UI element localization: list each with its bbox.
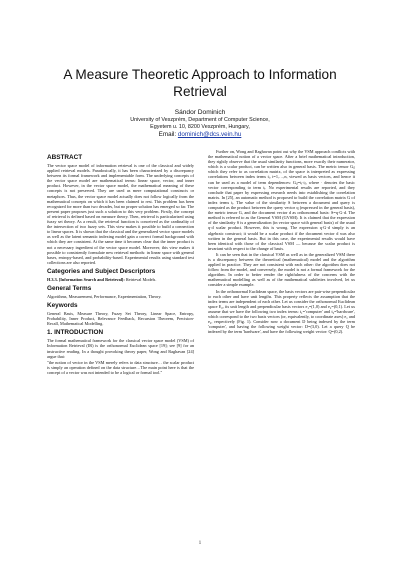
page-number: 1 [198, 541, 202, 546]
email-label: Email: [158, 130, 178, 138]
left-column [47, 154, 194, 375]
abstract-text: The vector space model of information retrieval is one of the classical and widely applied retrieval models. Paradoxically, it has been characterized by a discrepancy between its formal framework and implementable form. The underlying concepts of the vector space model are mathematical terms: linear space, vector, and inner product. However, in the vector space model, the mathematical meaning of these concepts is not preserved. They are used as mere computational constructs or metaphors. Thus, the vector space model actually does not follow logically from the mathematical concepts on which it has been claimed to rest. This problem has been recognized for more than two decades, but no proper solution has emerged so far. The present paper proposes just such a solution to this very problem. Firstly, the concept of retrieval is defined based on measure theory. Then, retrieval is particularized using fuzzy set theory. As a result, the retrieval function is conceived as the cardinality of the intersection of two fuzzy sets. This view makes it possible to build a connection to linear spaces. It is shown that the classical and the generalized vector space models as well as the latent semantic indexing model gain a correct formal background with which they are consistent. At the same time it becomes clear that the inner product is not a necessary ingredient of the vector space model. Moreover, this view makes it possible to consistently formulate new retrieval methods: in linear space with general bases, entropy-based, and probability-based. Experimental results using standard test collections are also reported. [47, 163, 194, 265]
affiliation-line-2: Egyetem u. 10, 8200 Veszprém, Hungary, [150, 123, 250, 130]
keywords-heading: Keywords [47, 302, 78, 310]
email-link[interactable]: dominich@dcs.vein.hu [177, 130, 242, 138]
right-paragraph-1: Further on, Wong and Raghavan point out why the VSM approach conflicts with the mathematical notion of a vector space. After a brief mathematical introduction, they rightly observe that the usual similarity functions, more exactly their numerator, which is a scalar product, can be written also in general basis. The metric tensor Gᵢⱼ which they refer to as correlation matrix, of the space is interpreted as expressing correlations between index terms tᵢ, i=1,…,n, viewed as basis vectors, and hence it can be used as a model of term dependences: Gᵢⱼ=tᵢ·tⱼ, where · denotes the basic vector corresponding to term tᵢ. No experimental results are reported, and they conclude that paper by expressing research needs into establishing the correlation matrix. In [25], an automatic method is proposed to build the correlation matrix G of index terms tᵢ. The value of the similarity S between a document and query is computed as the product between the query vector q (expressed in the general basis), the metric tensor G, and the document vector d as orthonormal basis: S=q·G·d. The method is referred to as the General VSM (GVSM). It is claimed that the expression of the similarity S is a generalization (in vector space with general basis) of the usual q·d scalar product. However, this is wrong. The expression q·G·d simply is an algebraic construct; it would be a scalar product if the document vector d was also written in the general basis. But in this case, the experimental results would have been identical with those of the classical VSM — because the scalar product is invariant with respect to the change of basis. [208, 149, 355, 251]
categories-heading: Categories and Subject Descriptors [47, 267, 156, 275]
keywords-text: General Basis, Measure Theory, Fuzzy Set Theory, Linear Space, Entropy, Probability, Inner Product, Relevance Feedback, Recursion Theorem, Precision-Recall, Mathematical Modelling. [47, 311, 194, 327]
categories-rest: Retrieval Models. [124, 276, 157, 282]
right-column [208, 149, 355, 334]
general-terms-heading: General Terms [47, 284, 92, 292]
author-name: Sándor Dominich [174, 109, 226, 116]
introduction-heading: 1. INTRODUCTION [47, 329, 104, 337]
abstract-heading: ABSTRACT [47, 154, 83, 161]
right-paragraph-2: It can be seen that in the classical VSM as well as in the generalized VSM there is a discrepancy between the theoretical (mathematical) model and the algorithm applied in practice. They are not consistent with each other: the algorithm does not follow from the model, and conversely, the model is not a formal framework for the algorithm. In order to better render the rightfulness of the concerns with the mathematical modelling as well as of the mathematical subtleties involved, let us consider a simple example. [208, 251, 355, 288]
email-row [60, 131, 340, 139]
right-paragraph-3: In the orthonormal Euclidean space, the basis vectors are pair-wise perpendicular to each other and have unit lengths. This property reflects the assumption that the index terms are independent of each other. Let us consider the orthonormal Euclidean space E₂, its unit length and perpendicular basis vectors e₁=(1,0) and e₂=(0,1). Let us assume that we have the following two index terms: t₁='computer' and t₂='hardware', which correspond to the two basis vectors (or, equivalently, to coordinate axes) e₁ and e₂, respectively (Fig. 1). Consider now a document D being indexed by the term 'computer', and having the following weight vector: D=(3,0). Let a query Q be indexed by the term 'hardware', and have the following weight vector: Q=(0,2). [208, 288, 355, 335]
author-block [60, 109, 340, 139]
paper-title: A Measure Theoretic Approach to Information Retrieval [63, 67, 337, 99]
introduction-quote: "the notion of vector in the VSM merely refers to data structure… the scalar product is simply an operation defined on the data structure…The main point here is that the concept of a vector was not intended to be a logical or formal tool." [47, 359, 194, 375]
affiliation-line-1: University of Veszprém, Department of Computer Science, [130, 117, 270, 123]
categories-text [47, 277, 194, 282]
categories-code: H.3.3. [Information Search and Retrieval]: [47, 276, 125, 282]
general-terms-text: Algorithms, Measurement, Performance, Experimentation, Theory. [47, 293, 162, 299]
introduction-paragraph: The formal mathematical framework for the classical vector space model (VSM) of Information Retrieval (IR) is the orthonormal Euclidean space [19]; see [9] for an instructive reading. In a thought provoking theory paper, Wong and Raghavan [24] argue that: [47, 338, 194, 359]
